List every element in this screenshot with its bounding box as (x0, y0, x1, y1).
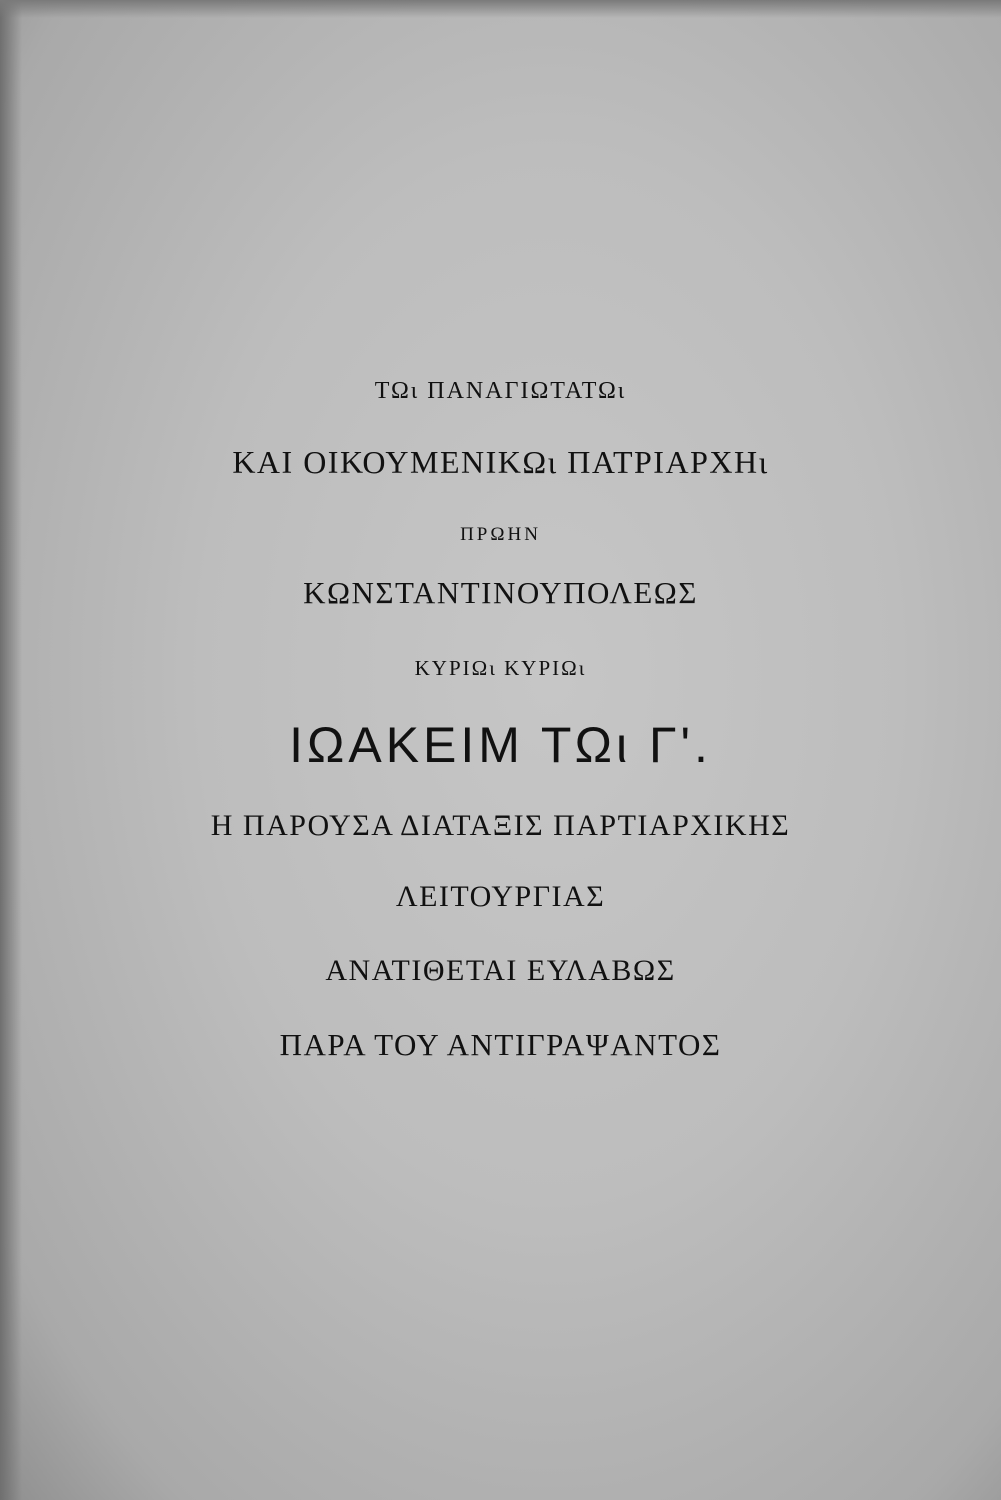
dedication-line-4: ΚΩΝΣΤΑΝΤΙΝΟΥΠΟΛΕΩΣ (303, 575, 698, 610)
dedication-line-8: ΛΕΙΤΟΥΡΓΙΑΣ (395, 880, 606, 913)
dedication-line-5: ΚΥΡΙΩι ΚΥΡΙΩι (414, 656, 587, 680)
dedication-line-9: ΑΝΑΤΙΘΕΤΑΙ ΕΥΛΑΒΩΣ (325, 954, 676, 987)
dedication-line-2: ΚΑΙ ΟΙΚΟΥΜΕΝΙΚΩι ΠΑΤΡΙΑΡΧΗι (232, 444, 769, 480)
dedication-line-1: ΤΩι ΠΑΝΑΓΙΩΤΑΤΩι (374, 378, 627, 404)
dedicatee-name: ΙΩΑΚΕΙΜ ΤΩι Γ'. (289, 717, 712, 773)
dedication-line-3: ΠΡΩΗΝ (460, 524, 541, 545)
page-top-shadow (0, 0, 1001, 18)
dedication-line-7: Η ΠΑΡΟΥΣΑ ΔΙΑΤΑΞΙΣ ΠΑΡΤΙΑΡΧΙΚΗΣ (210, 809, 791, 842)
dedication-line-10: ΠΑΡΑ ΤΟΥ ΑΝΤΙΓΡΑΨΑΝΤΟΣ (279, 1027, 722, 1062)
